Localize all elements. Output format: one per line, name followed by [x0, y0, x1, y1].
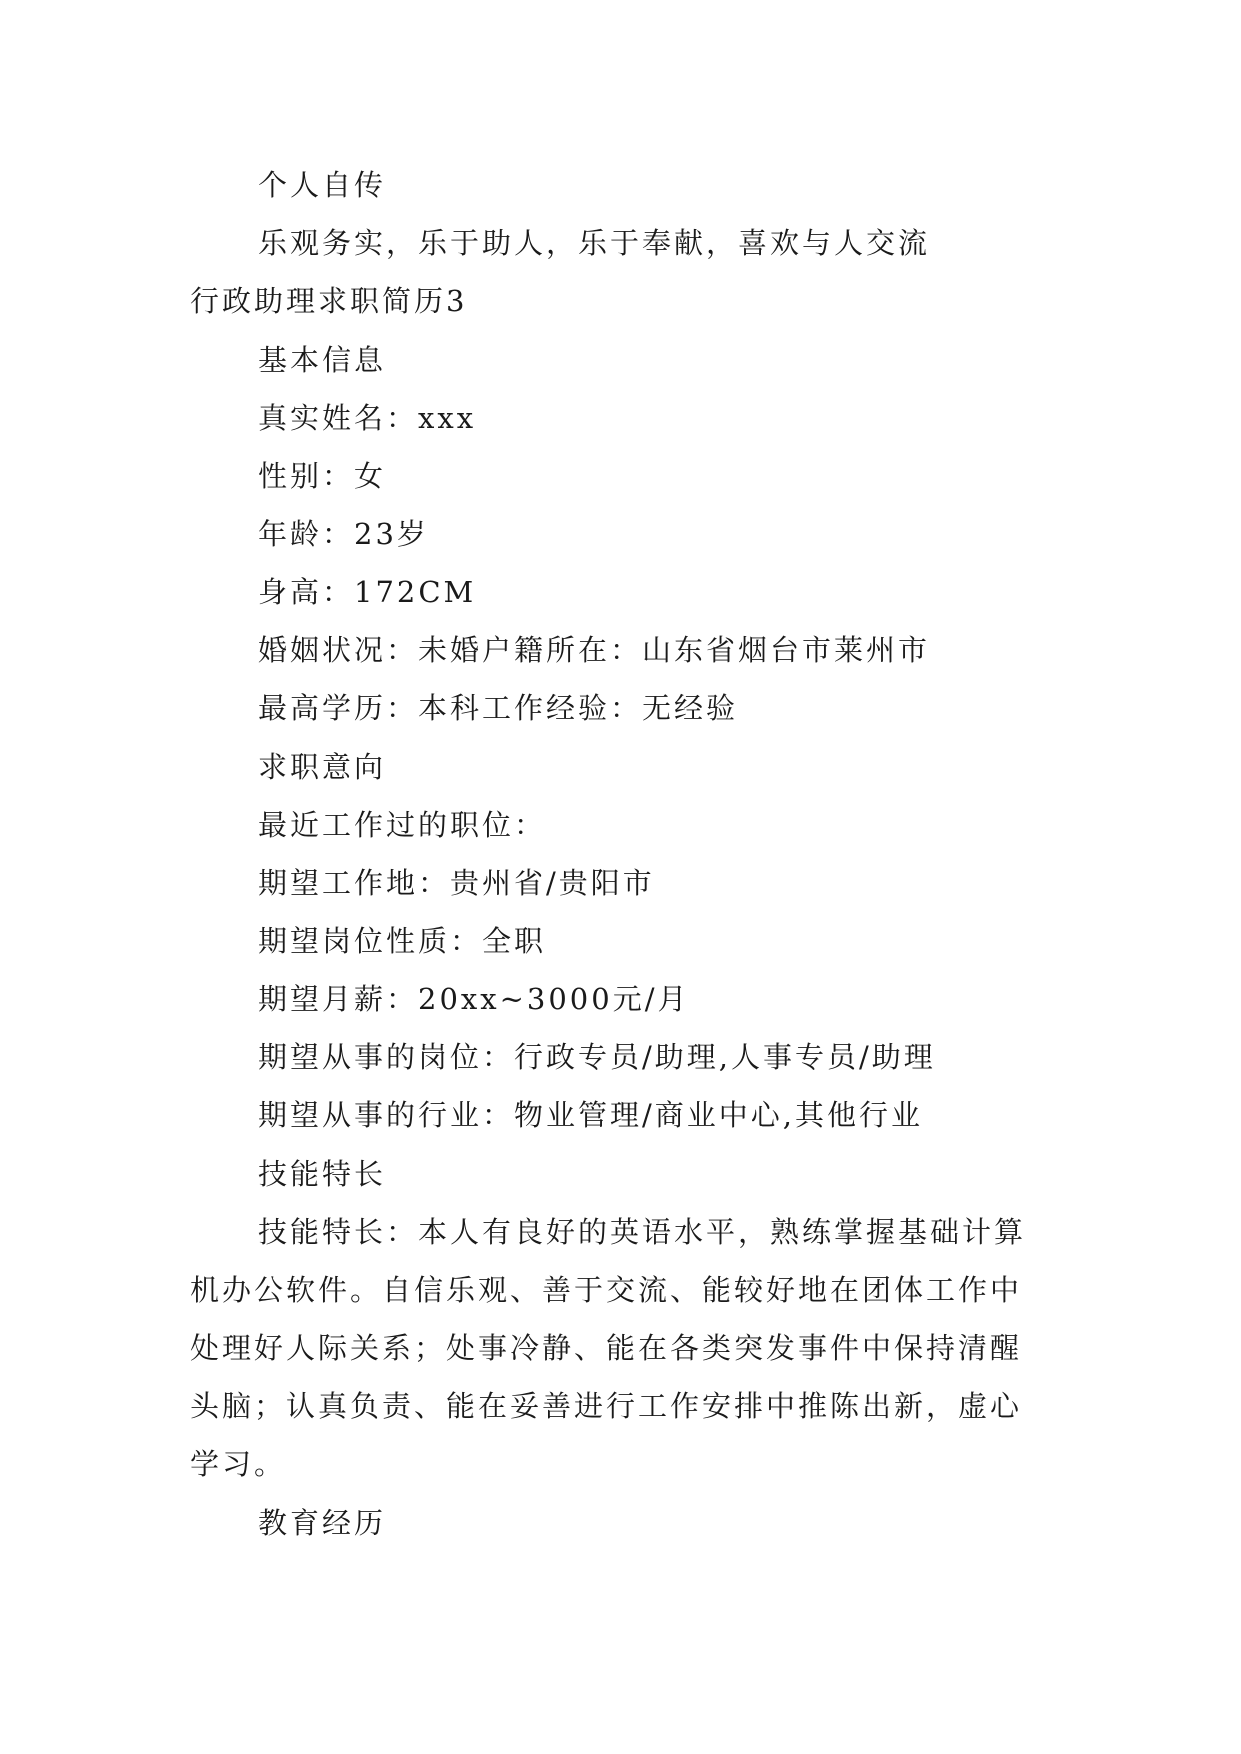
- field-name: 真实姓名：xxx: [258, 401, 477, 435]
- field-expected-location: 期望工作地：贵州省/贵阳市: [258, 866, 655, 900]
- section-heading-basic-info: 基本信息: [258, 343, 387, 377]
- field-education-experience: 最高学历：本科工作经验：无经验: [258, 691, 739, 725]
- field-expected-position: 期望从事的岗位：行政专员/助理,人事专员/助理: [258, 1040, 936, 1074]
- field-marital-residence: 婚姻状况：未婚户籍所在：山东省烟台市莱州市: [258, 633, 931, 667]
- skills-paragraph-line-1: 技能特长：本人有良好的英语水平，熟练掌握基础计算: [258, 1215, 1027, 1249]
- field-gender: 性别：女: [258, 459, 387, 493]
- field-height: 身高：172CM: [258, 575, 477, 609]
- field-age: 年龄：23岁: [258, 517, 429, 551]
- section-heading-education: 教育经历: [258, 1506, 387, 1540]
- field-expected-salary: 期望月薪：20xx~3000元/月: [258, 982, 690, 1016]
- section-heading-job-intention: 求职意向: [258, 750, 387, 784]
- skills-paragraph-line-3: 处理好人际关系；处事冷静、能在各类突发事件中保持清醒: [190, 1331, 1023, 1365]
- skills-paragraph-line-5: 学习。: [190, 1447, 287, 1481]
- section-heading-skills: 技能特长: [258, 1157, 387, 1191]
- field-expected-job-type: 期望岗位性质：全职: [258, 924, 547, 958]
- skills-paragraph-line-2: 机办公软件。自信乐观、善于交流、能较好地在团体工作中: [190, 1273, 1023, 1307]
- resume-title: 行政助理求职简历3: [190, 284, 468, 318]
- skills-paragraph-line-4: 头脑；认真负责、能在妥善进行工作安排中推陈出新，虚心: [190, 1389, 1023, 1423]
- autobiography-text: 乐观务实，乐于助人，乐于奉献，喜欢与人交流: [258, 226, 931, 260]
- section-heading-autobiography: 个人自传: [258, 168, 387, 202]
- field-expected-industry: 期望从事的行业：物业管理/商业中心,其他行业: [258, 1098, 923, 1132]
- field-recent-position: 最近工作过的职位：: [258, 808, 547, 842]
